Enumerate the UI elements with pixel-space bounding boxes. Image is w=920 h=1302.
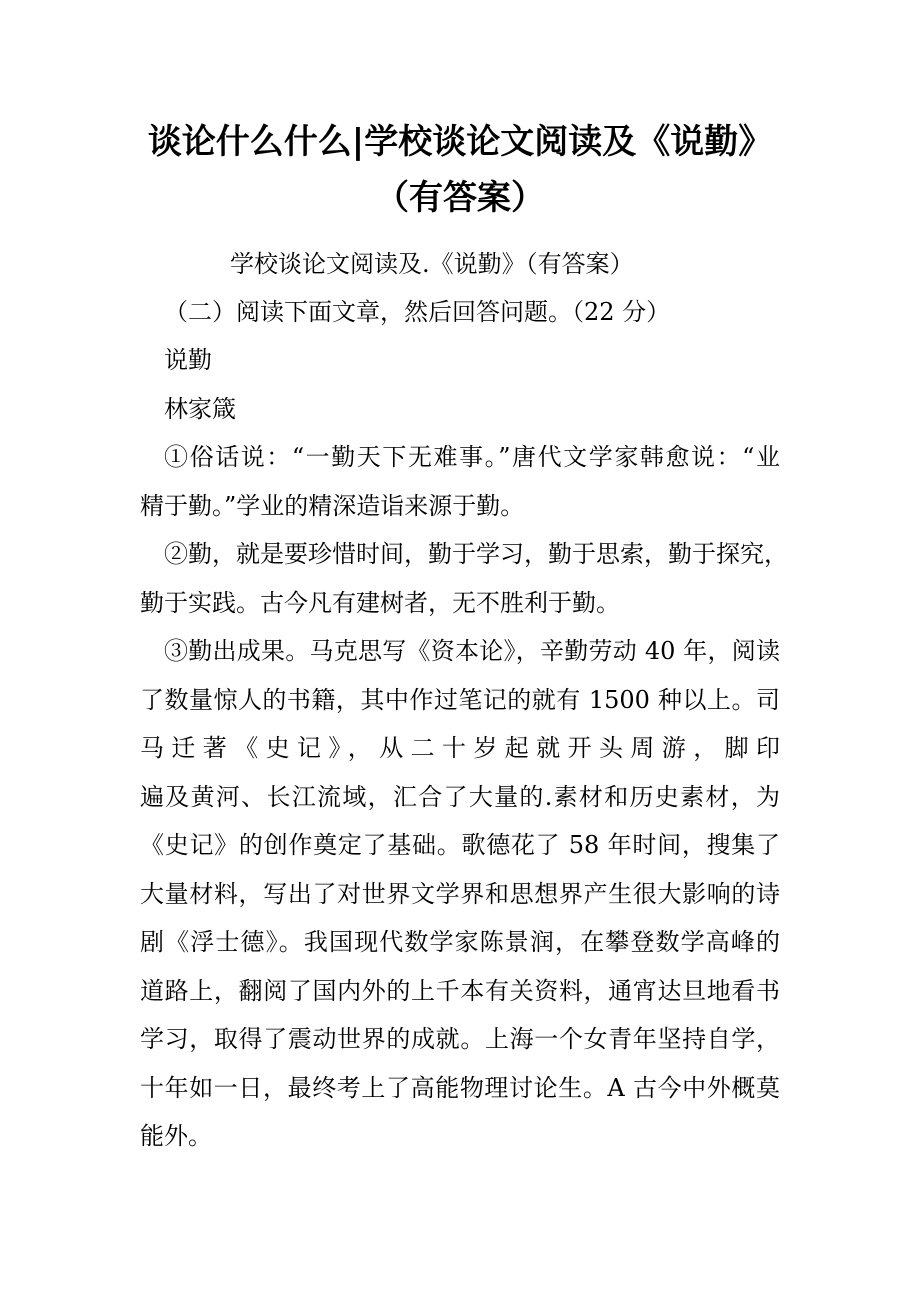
- paragraph-3-line-2: 了数量惊人的书籍，其中作过笔记的就有 1500 种以上。司: [140, 686, 780, 714]
- paragraph-3-line-4: 遍及黄河、长江流域，汇合了大量的.素材和历史素材，为: [140, 783, 780, 811]
- paragraph-1-line-1: ①俗话说：“一勤天下无难事。”唐代文学家韩愈说：“业: [164, 443, 780, 471]
- paragraph-2-line-1: ②勤，就是要珍惜时间，勤于学习，勤于思索，勤于探究，: [164, 540, 788, 568]
- paragraph-3-line-8: 道路上，翻阅了国内外的上千本有关资料，通宵达旦地看书: [140, 977, 780, 1005]
- section-heading: （二）阅读下面文章，然后回答问题。（22 分）: [164, 298, 671, 326]
- paragraph-3-line-1: ③勤出成果。马克思写《资本论》，辛勤劳动 40 年，阅读: [164, 637, 780, 665]
- paragraph-3-line-10: 十年如一日，最终考上了高能物理讨论生。A 古今中外概莫: [140, 1074, 780, 1102]
- paragraph-3-line-7: 剧《浮士德》。我国现代数学家陈景润，在攀登数学高峰的: [140, 928, 780, 956]
- subtitle: 学校谈论文阅读及.《说勤》（有答案）: [230, 250, 634, 278]
- paragraph-3-line-9: 学习，取得了震动世界的成就。上海一个女青年坚持自学，: [140, 1025, 780, 1053]
- paragraph-3-line-6: 大量材料，写出了对世界文学界和思想界产生很大影响的诗: [140, 880, 780, 908]
- paragraph-3-line-3: 马迁著《史记》，从二十岁起就开头周游，脚印: [140, 734, 780, 762]
- paragraph-3-line-5: 《史记》的创作奠定了基础。歌德花了 58 年时间，搜集了: [140, 831, 780, 859]
- article-title: 说勤: [164, 346, 212, 374]
- paragraph-1-line-2: 精于勤。”学业的精深造诣来源于勤。: [140, 492, 525, 520]
- paragraph-2-line-2: 勤于实践。古今凡有建树者，无不胜利于勤。: [140, 589, 620, 617]
- document-title-line-1: 谈论什么什么|学校谈论文阅读及《说勤》: [147, 122, 773, 162]
- article-author: 林家箴: [164, 395, 236, 423]
- paragraph-3-line-11: 能外。: [140, 1122, 212, 1150]
- document-title-line-2: （有答案）: [375, 178, 545, 218]
